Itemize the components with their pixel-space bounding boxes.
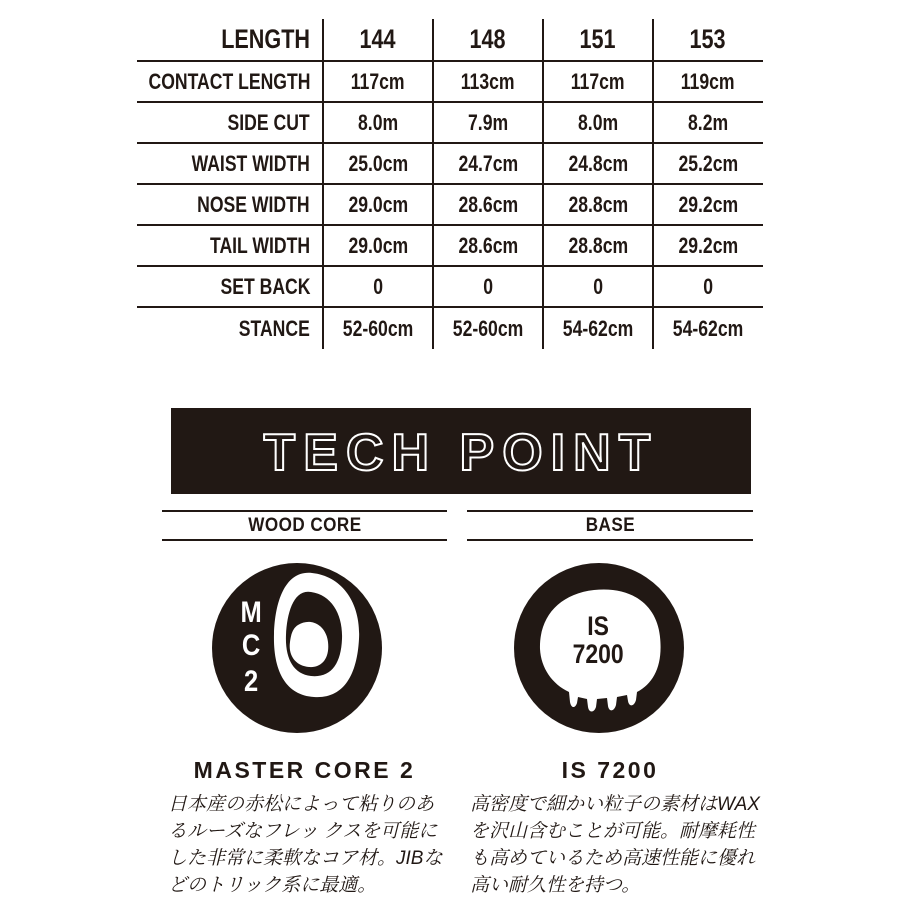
- table-cell: 7.9m: [467, 109, 509, 135]
- table-row-nose-width: [137, 185, 763, 226]
- description-line: どのトリック系に最適。: [168, 875, 377, 896]
- description-line: 高密度で細かい粒子の素材はWAX: [470, 794, 760, 815]
- table-cell: 0: [593, 273, 603, 299]
- table-cell: 28.8cm: [568, 191, 628, 217]
- table-cell: 52-60cm: [452, 315, 524, 341]
- table-cell: 117cm: [571, 68, 625, 94]
- column-divider: [542, 19, 544, 349]
- header-size-148: 148: [469, 24, 507, 54]
- table-cell: 24.8cm: [568, 150, 628, 176]
- table-row-stance: [137, 308, 763, 349]
- description-line: した非常に柔軟なコア材。JIBな: [168, 848, 443, 869]
- table-cell: 119cm: [681, 68, 735, 94]
- table-cell: 113cm: [461, 68, 515, 94]
- header-size-144: 144: [359, 24, 397, 54]
- row-label: CONTACT LENGTH: [148, 68, 310, 94]
- wood-core-heading: WOOD CORE: [162, 510, 447, 541]
- row-label: SET BACK: [220, 273, 310, 299]
- header-size-151: 151: [579, 24, 617, 54]
- description-line: 高い耐久性を持つ。: [470, 875, 641, 896]
- table-cell: 8.0m: [577, 109, 619, 135]
- svg-text:2: 2: [244, 664, 259, 698]
- tech-point-outline-text: [171, 408, 751, 494]
- column-divider: [432, 19, 434, 349]
- table-cell: 52-60cm: [342, 315, 414, 341]
- table-cell: 29.2cm: [678, 232, 738, 258]
- table-cell: 25.2cm: [678, 150, 738, 176]
- table-cell: 0: [703, 273, 713, 299]
- table-header-row: [137, 19, 763, 62]
- description-line: も高めているため高速性能に優れ: [470, 848, 756, 869]
- table-cell: 28.6cm: [458, 191, 518, 217]
- table-cell: 0: [373, 273, 383, 299]
- table-cell: 8.2m: [687, 109, 729, 135]
- table-cell: 54-62cm: [672, 315, 744, 341]
- master-core-2-title: MASTER CORE 2: [193, 757, 416, 783]
- table-row-contact-length: [137, 62, 763, 103]
- row-label: STANCE: [238, 315, 310, 341]
- table-row-side-cut: [137, 103, 763, 144]
- header-size-153: 153: [689, 24, 727, 54]
- tech-point-banner: [171, 408, 751, 494]
- table-cell: 29.2cm: [678, 191, 738, 217]
- table-row-waist-width: [137, 144, 763, 185]
- description-line: 日本産の赤松によって粘りのあ: [168, 794, 435, 815]
- description-line: るルーズなフレッ クスを可能に: [168, 821, 438, 842]
- column-divider: [652, 19, 654, 349]
- table-cell: 54-62cm: [562, 315, 634, 341]
- table-cell: 25.0cm: [348, 150, 408, 176]
- column-divider: [322, 19, 324, 349]
- svg-text:TECH POINT: TECH POINT: [263, 424, 659, 482]
- table-cell: 0: [483, 273, 493, 299]
- svg-text:M: M: [240, 595, 262, 629]
- table-cell: 28.6cm: [458, 232, 518, 258]
- wood-core-description: [168, 791, 458, 899]
- svg-text:7200: 7200: [572, 639, 624, 670]
- description-line: を沢山含むことが可能。耐摩耗性: [470, 821, 756, 842]
- table-cell: 117cm: [351, 68, 405, 94]
- table-row-set-back: [137, 267, 763, 308]
- row-label: SIDE CUT: [227, 109, 310, 135]
- table-cell: 8.0m: [357, 109, 399, 135]
- table-cell: 29.0cm: [348, 191, 408, 217]
- spec-table: [137, 19, 763, 349]
- table-row-tail-width: [137, 226, 763, 267]
- is-7200-title: IS 7200: [561, 757, 659, 783]
- base-description: [470, 791, 772, 899]
- row-label: NOSE WIDTH: [197, 191, 310, 217]
- svg-text:C: C: [241, 628, 261, 662]
- svg-text:IS: IS: [587, 611, 609, 642]
- table-cell: 28.8cm: [568, 232, 628, 258]
- table-cell: 29.0cm: [348, 232, 408, 258]
- is-7200-skull-logo-icon: [514, 563, 684, 733]
- master-core-2-logo-icon: [212, 563, 382, 733]
- header-length-label: LENGTH: [221, 24, 310, 54]
- row-label: WAIST WIDTH: [191, 150, 310, 176]
- base-heading: BASE: [467, 510, 753, 541]
- table-cell: 24.7cm: [458, 150, 518, 176]
- row-label: TAIL WIDTH: [209, 232, 310, 258]
